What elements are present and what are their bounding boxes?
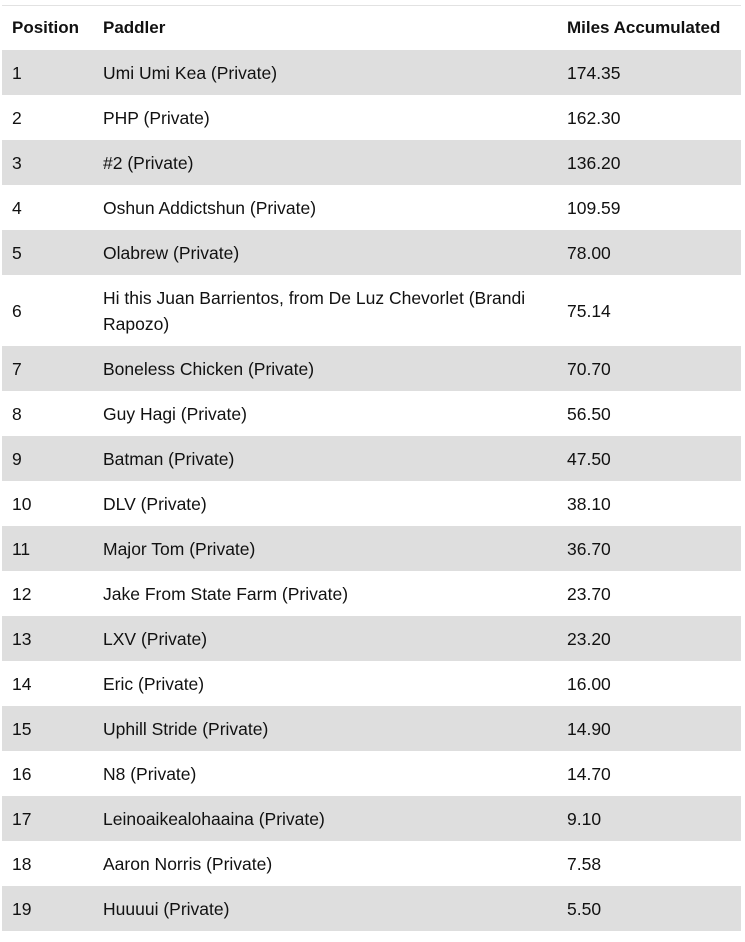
table-row	[2, 661, 741, 706]
cell-position: 10	[2, 481, 93, 526]
table-row	[2, 886, 741, 931]
table-body	[2, 50, 741, 931]
cell-position: 2	[2, 95, 93, 140]
cell-position: 5	[2, 230, 93, 275]
table-row	[2, 346, 741, 391]
cell-paddler: Hi this Juan Barrientos, from De Luz Chevorlet (Brandi Rapozo)	[93, 275, 557, 346]
cell-miles: 9.10	[557, 796, 741, 841]
cell-position: 11	[2, 526, 93, 571]
table-row	[2, 706, 741, 751]
cell-paddler: Olabrew (Private)	[93, 230, 557, 275]
cell-position: 18	[2, 841, 93, 886]
cell-paddler: Major Tom (Private)	[93, 526, 557, 571]
table-row	[2, 230, 741, 275]
leaderboard-table	[2, 6, 741, 931]
cell-paddler: PHP (Private)	[93, 95, 557, 140]
cell-paddler: #2 (Private)	[93, 140, 557, 185]
cell-paddler: LXV (Private)	[93, 616, 557, 661]
table-row	[2, 616, 741, 661]
cell-miles: 56.50	[557, 391, 741, 436]
table-row	[2, 571, 741, 616]
cell-miles: 109.59	[557, 185, 741, 230]
table-row	[2, 436, 741, 481]
cell-position: 4	[2, 185, 93, 230]
cell-paddler: Uphill Stride (Private)	[93, 706, 557, 751]
cell-miles: 23.20	[557, 616, 741, 661]
header-position: Position	[2, 6, 93, 50]
table-row	[2, 391, 741, 436]
cell-paddler: Leinoaikealohaaina (Private)	[93, 796, 557, 841]
cell-position: 7	[2, 346, 93, 391]
cell-miles: 47.50	[557, 436, 741, 481]
cell-paddler: N8 (Private)	[93, 751, 557, 796]
cell-paddler: Oshun Addictshun (Private)	[93, 185, 557, 230]
header-miles: Miles Accumulated	[557, 6, 741, 50]
table-row	[2, 50, 741, 95]
cell-paddler: Boneless Chicken (Private)	[93, 346, 557, 391]
table-row	[2, 185, 741, 230]
cell-paddler: Guy Hagi (Private)	[93, 391, 557, 436]
cell-miles: 14.70	[557, 751, 741, 796]
table-header	[2, 6, 741, 50]
table-row	[2, 751, 741, 796]
cell-paddler: Huuuui (Private)	[93, 886, 557, 931]
cell-miles: 174.35	[557, 50, 741, 95]
cell-position: 6	[2, 275, 93, 346]
header-row	[2, 6, 741, 50]
cell-miles: 162.30	[557, 95, 741, 140]
cell-position: 19	[2, 886, 93, 931]
cell-position: 13	[2, 616, 93, 661]
cell-miles: 14.90	[557, 706, 741, 751]
cell-position: 1	[2, 50, 93, 95]
header-paddler: Paddler	[93, 6, 557, 50]
cell-position: 8	[2, 391, 93, 436]
cell-paddler: Eric (Private)	[93, 661, 557, 706]
table-row	[2, 140, 741, 185]
cell-miles: 78.00	[557, 230, 741, 275]
table-row	[2, 481, 741, 526]
cell-miles: 5.50	[557, 886, 741, 931]
cell-position: 3	[2, 140, 93, 185]
table-row	[2, 275, 741, 346]
cell-miles: 7.58	[557, 841, 741, 886]
cell-miles: 36.70	[557, 526, 741, 571]
cell-miles: 136.20	[557, 140, 741, 185]
cell-miles: 16.00	[557, 661, 741, 706]
cell-position: 9	[2, 436, 93, 481]
cell-position: 17	[2, 796, 93, 841]
cell-paddler: Aaron Norris (Private)	[93, 841, 557, 886]
table-row	[2, 796, 741, 841]
cell-miles: 70.70	[557, 346, 741, 391]
cell-miles: 23.70	[557, 571, 741, 616]
table-row	[2, 95, 741, 140]
cell-miles: 75.14	[557, 275, 741, 346]
table-row	[2, 526, 741, 571]
leaderboard-container	[2, 5, 741, 931]
cell-paddler: Umi Umi Kea (Private)	[93, 50, 557, 95]
cell-paddler: DLV (Private)	[93, 481, 557, 526]
cell-position: 12	[2, 571, 93, 616]
cell-paddler: Batman (Private)	[93, 436, 557, 481]
cell-position: 15	[2, 706, 93, 751]
cell-position: 14	[2, 661, 93, 706]
cell-miles: 38.10	[557, 481, 741, 526]
table-row	[2, 841, 741, 886]
cell-position: 16	[2, 751, 93, 796]
cell-paddler: Jake From State Farm (Private)	[93, 571, 557, 616]
